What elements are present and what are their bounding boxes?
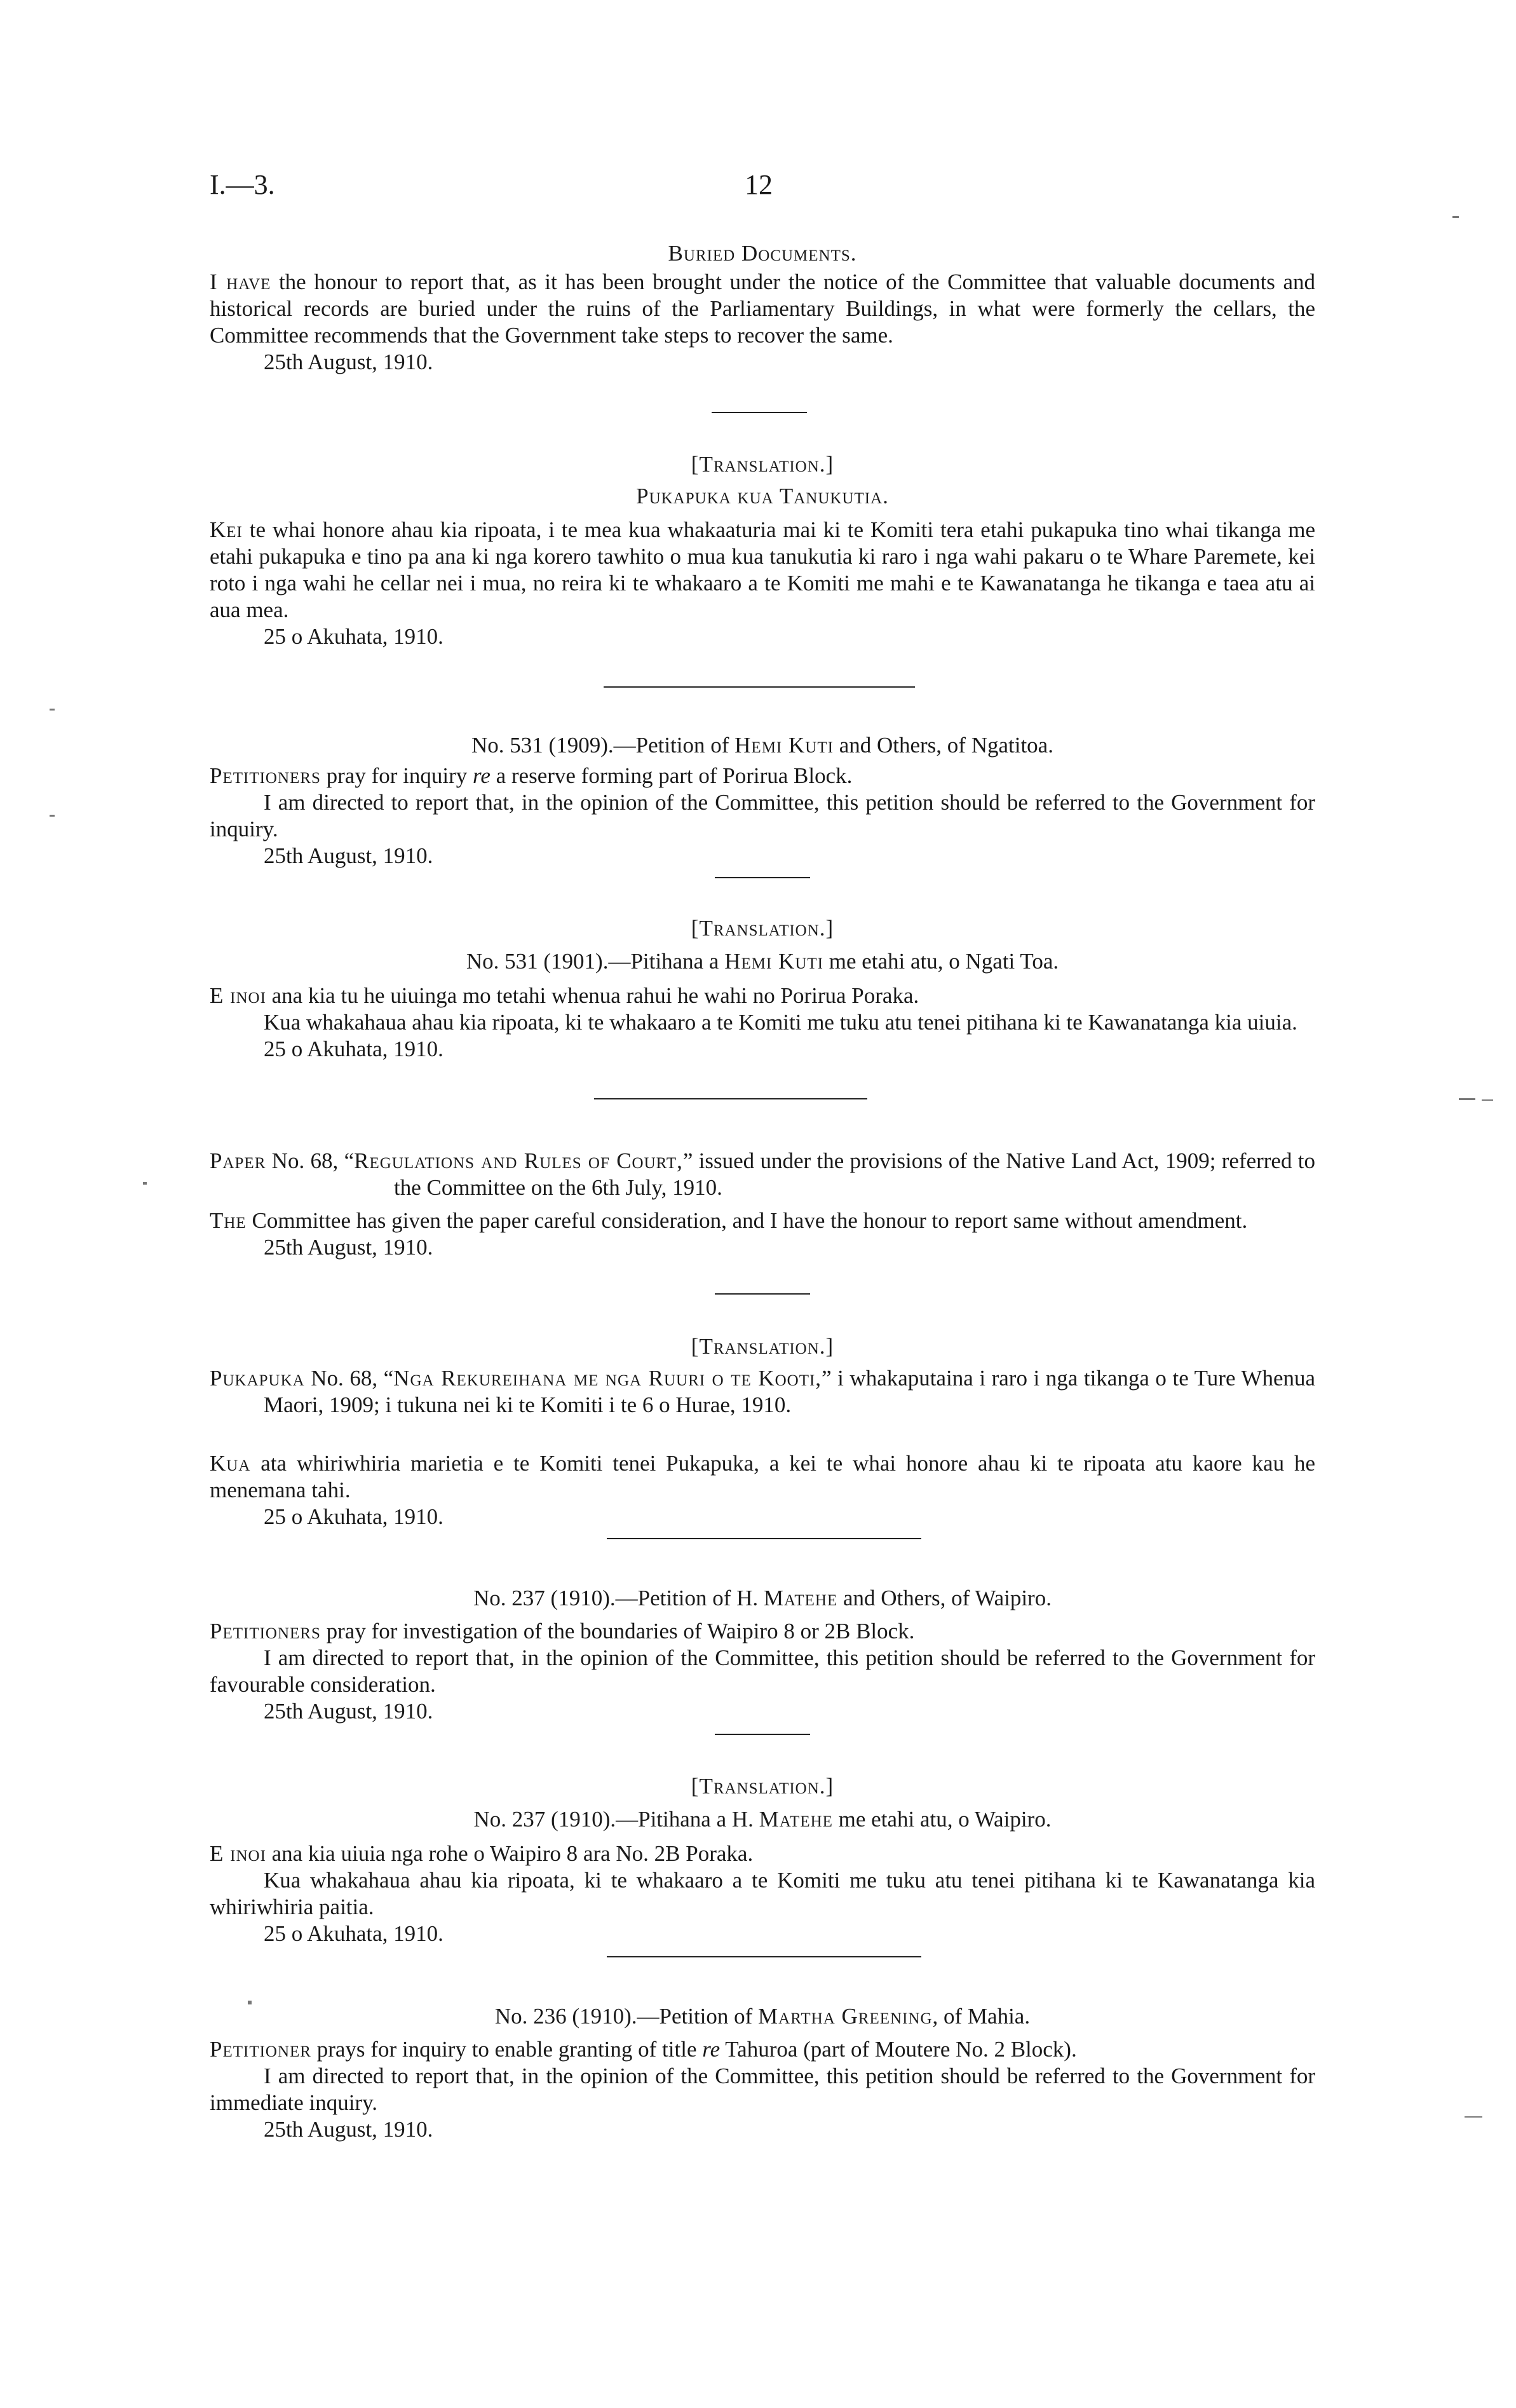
buried-documents-translation: Kei te whai honore ahau kia ripoata, i te mea kua whakaaturia mai ki te Komiti tera etahi pukapuka tino whai tikanga me etahi pukapuka e tino pa ana ki nga korero tawhito o mua kua tanukutia ki raro i nga wahi pakaru o te Whare Paremete, kei roto i nga wahi he cellar nei i mua, no reira ki te whakaaro a te Komiti me mahi e te Kawanatanga he tikanga e taea atu ai aua mea. 25 o Akuhata, 1910.	[210, 517, 1315, 649]
translation-label: [Translation.]	[691, 1334, 834, 1359]
translation-label: [Translation.]	[691, 1774, 834, 1799]
petition-title-237-translation: No. 237 (1910).—Pitihana a H. Matehe me etahi atu, o Waipiro.	[473, 1807, 1052, 1832]
translation-label: [Translation.]	[691, 916, 834, 941]
document-reference: I.—3.	[210, 169, 275, 200]
report-date: 25 o Akuhata, 1910.	[264, 1921, 443, 1946]
petition-237-translation-body: E inoi ana kia uiuia nga rohe o Waipiro 8 ara No. 2B Poraka. Kua whakahaua ahau kia ripoata, ki te whakaaro a te Komiti me tuku atu tenei pitihana ki te Kawanatanga kia whiriwhiria paitia. 25 o Akuhata, 1910.	[210, 1841, 1315, 1946]
divider-short	[715, 1293, 810, 1295]
divider-short	[715, 1734, 810, 1735]
petition-236-body: Petitioner prays for inquiry to enable granting of title re Tahuroa (part of Moutere No. 2 Block). I am directed to report that, in the opinion of the Committee, this petition should be referred to the Government for immediate inquiry. 25th August, 1910.	[210, 2037, 1315, 2142]
petition-title-236: No. 236 (1910).—Petition of Martha Greening, of Mahia.	[494, 2004, 1031, 2029]
scan-speck	[1465, 2116, 1482, 2118]
section-heading-buried-documents: Buried Documents.	[668, 241, 857, 266]
petition-237-body: Petitioners pray for investigation of the boundaries of Waipiro 8 or 2B Block. I am directed to report that, in the opinion of the Committee, this petition should be referred to the Government for favourable consideration. 25th August, 1910.	[210, 1619, 1315, 1724]
petition-531-translation-body: E inoi ana kia tu he uiuinga mo tetahi whenua rahui he wahi no Porirua Poraka. Kua whakahaua ahau kia ripoata, ki te whakaaro a te Komiti me tuku atu tenei pitihana ki te Kawanatanga kia uiuia. 25 o Akuhata, 1910.	[210, 983, 1315, 1063]
report-date: 25 o Akuhata, 1910.	[264, 1037, 443, 1061]
petition-title-237: No. 237 (1910).—Petition of H. Matehe and Others, of Waipiro.	[473, 1586, 1052, 1610]
divider-short	[715, 877, 810, 878]
paper-68-report: The Committee has given the paper careful consideration, and I have the honour to report same without amendment. 25th August, 1910.	[210, 1207, 1315, 1261]
report-date: 25th August, 1910.	[264, 350, 433, 374]
page-number: 12	[745, 169, 773, 200]
scan-speck	[50, 815, 55, 817]
scan-speck	[248, 2001, 252, 2004]
petition-title-531: No. 531 (1909).—Petition of Hemi Kuti and Others, of Ngatitoa.	[471, 733, 1053, 758]
divider-long	[604, 686, 915, 688]
scan-speck	[143, 1182, 147, 1185]
divider-long	[594, 1098, 867, 1099]
divider-long	[607, 1538, 921, 1539]
section-heading-pukapuka: Pukapuka kua Tanukutia.	[636, 484, 889, 508]
petition-531-body: Petitioners pray for inquiry re a reserve forming part of Porirua Block. I am directed to report that, in the opinion of the Committee, this petition should be referred to the Government for inquiry. 25th August, 1910.	[210, 763, 1315, 868]
translation-label: [Translation.]	[691, 452, 834, 477]
paper-68-title: Paper No. 68, “Regulations and Rules of Court,” issued under the provisions of the Native Land Act, 1909; referred to the Committee on the 6th July, 1910.	[210, 1148, 1316, 1200]
paper-68-translation-title: Pukapuka No. 68, “Nga Rekureihana me nga Ruuri o te Kooti,” i whakaputaina i raro i nga tikanga o te Ture Whenua Maori, 1909; i tukuna nei ki te Komiti i te 6 o Hurae, 1910.	[210, 1366, 1316, 1417]
report-date: 25 o Akuhata, 1910.	[264, 624, 443, 649]
report-date: 25th August, 1910.	[264, 2117, 433, 2142]
scan-speck	[50, 709, 55, 711]
report-date: 25 o Akuhata, 1910.	[264, 1504, 443, 1529]
scan-speck	[1459, 1098, 1475, 1100]
petition-title-531-translation: No. 531 (1901).—Pitihana a Hemi Kuti me etahi atu, o Ngati Toa.	[466, 949, 1059, 974]
scan-speck	[1482, 1099, 1493, 1101]
paper-68-translation-report: Kua ata whiriwhiria marietia e te Komiti tenei Pukapuka, a kei te whai honore ahau ki te ripoata atu kaore kau he menemana tahi. 25 o Akuhata, 1910.	[210, 1451, 1315, 1529]
divider-long	[607, 1956, 921, 1957]
scan-speck	[1452, 216, 1459, 218]
report-date: 25th August, 1910.	[264, 843, 433, 868]
divider-short	[712, 412, 807, 413]
report-date: 25th August, 1910.	[264, 1699, 433, 1724]
report-date: 25th August, 1910.	[264, 1235, 433, 1260]
buried-documents-report: I have the honour to report that, as it has been brought under the notice of the Committee that valuable documents and historical records are buried under the ruins of the Parliamentary Buildings, in what were formerly the cellars, the Committee recommends that the Government take steps to recover the same. 25th August, 1910.	[210, 269, 1315, 374]
